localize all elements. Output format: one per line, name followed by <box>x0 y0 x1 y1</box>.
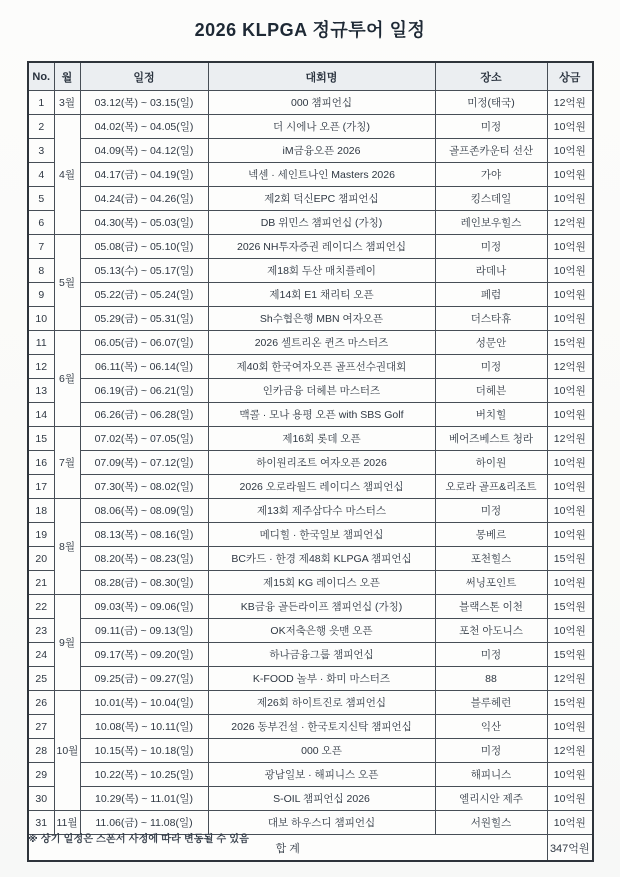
venue: 미정 <box>435 643 547 667</box>
row-number: 2 <box>28 115 54 139</box>
row-number: 21 <box>28 571 54 595</box>
venue: 미정 <box>435 739 547 763</box>
venue: 라데나 <box>435 259 547 283</box>
date-range: 10.29(목) ~ 11.01(일) <box>80 787 208 811</box>
header-no: No. <box>28 62 54 91</box>
row-number: 14 <box>28 403 54 427</box>
row-number: 16 <box>28 451 54 475</box>
month-cell: 10월 <box>54 691 80 811</box>
tournament-name: iM금융오픈 2026 <box>208 139 435 163</box>
venue: 엘리시안 제주 <box>435 787 547 811</box>
venue: 미정(태국) <box>435 91 547 115</box>
table-row <box>28 355 593 379</box>
row-number: 4 <box>28 163 54 187</box>
prize: 15억원 <box>547 547 593 571</box>
tournament-name: 2026 NH투자증권 레이디스 챔피언십 <box>208 235 435 259</box>
table-row <box>28 667 593 691</box>
date-range: 07.09(목) ~ 07.12(일) <box>80 451 208 475</box>
date-range: 04.09(목) ~ 04.12(일) <box>80 139 208 163</box>
tournament-name: 제26회 하이트진로 챔피언십 <box>208 691 435 715</box>
table-row <box>28 115 593 139</box>
venue: 해피니스 <box>435 763 547 787</box>
header-prize: 상금 <box>547 62 593 91</box>
date-range: 10.01(목) ~ 10.04(일) <box>80 691 208 715</box>
date-range: 11.06(금) ~ 11.08(일) <box>80 811 208 835</box>
venue: 더헤븐 <box>435 379 547 403</box>
table-row <box>28 547 593 571</box>
table-row <box>28 379 593 403</box>
prize: 10억원 <box>547 715 593 739</box>
date-range: 06.19(금) ~ 06.21(일) <box>80 379 208 403</box>
row-number: 3 <box>28 139 54 163</box>
row-number: 1 <box>28 91 54 115</box>
row-number: 26 <box>28 691 54 715</box>
row-number: 30 <box>28 787 54 811</box>
prize: 10억원 <box>547 307 593 331</box>
venue: 포천힐스 <box>435 547 547 571</box>
tournament-name: 맥콜 · 모나 용평 오픈 with SBS Golf <box>208 403 435 427</box>
month-cell: 4월 <box>54 115 80 235</box>
table-row <box>28 283 593 307</box>
tournament-name: BC카드 · 한경 제48회 KLPGA 챔피언십 <box>208 547 435 571</box>
table-row <box>28 427 593 451</box>
prize: 10억원 <box>547 187 593 211</box>
month-cell: 9월 <box>54 595 80 691</box>
date-range: 10.22(목) ~ 10.25(일) <box>80 763 208 787</box>
row-number: 11 <box>28 331 54 355</box>
venue: 페럼 <box>435 283 547 307</box>
venue: 더스타휴 <box>435 307 547 331</box>
row-number: 10 <box>28 307 54 331</box>
header-schedule: 일정 <box>80 62 208 91</box>
total-label: 합 계 <box>28 835 547 862</box>
prize: 15억원 <box>547 331 593 355</box>
tournament-name: 광남일보 · 해피니스 오픈 <box>208 763 435 787</box>
tournament-name: 제2회 덕신EPC 챔피언십 <box>208 187 435 211</box>
table-row <box>28 619 593 643</box>
month-cell: 7월 <box>54 427 80 499</box>
tournament-name: 제16회 롯데 오픈 <box>208 427 435 451</box>
venue: 미정 <box>435 355 547 379</box>
tournament-name: 넥센 · 세인트나인 Masters 2026 <box>208 163 435 187</box>
table-row <box>28 187 593 211</box>
venue: 써닝포인트 <box>435 571 547 595</box>
date-range: 07.02(목) ~ 07.05(일) <box>80 427 208 451</box>
date-range: 05.13(수) ~ 05.17(일) <box>80 259 208 283</box>
row-number: 23 <box>28 619 54 643</box>
table-row <box>28 403 593 427</box>
prize: 10억원 <box>547 451 593 475</box>
table-row <box>28 691 593 715</box>
row-number: 20 <box>28 547 54 571</box>
date-range: 07.30(목) ~ 08.02(일) <box>80 475 208 499</box>
date-range: 05.22(금) ~ 05.24(일) <box>80 283 208 307</box>
prize: 12억원 <box>547 427 593 451</box>
prize: 10억원 <box>547 163 593 187</box>
tournament-name: 인카금융 더헤븐 마스터즈 <box>208 379 435 403</box>
tournament-name: 하나금융그룹 챔피언십 <box>208 643 435 667</box>
venue: 익산 <box>435 715 547 739</box>
prize: 10억원 <box>547 763 593 787</box>
date-range: 05.29(금) ~ 05.31(일) <box>80 307 208 331</box>
table-row <box>28 475 593 499</box>
schedule-table-container <box>27 61 592 862</box>
tournament-name: 더 시에나 오픈 (가칭) <box>208 115 435 139</box>
date-range: 04.30(목) ~ 05.03(일) <box>80 211 208 235</box>
total-prize: 347억원 <box>547 835 593 862</box>
tournament-name: S-OIL 챔피언십 2026 <box>208 787 435 811</box>
row-number: 12 <box>28 355 54 379</box>
date-range: 04.17(금) ~ 04.19(일) <box>80 163 208 187</box>
venue: 미정 <box>435 115 547 139</box>
prize: 10억원 <box>547 787 593 811</box>
row-number: 9 <box>28 283 54 307</box>
prize: 12억원 <box>547 91 593 115</box>
tournament-name: Sh수협은행 MBN 여자오픈 <box>208 307 435 331</box>
prize: 10억원 <box>547 259 593 283</box>
date-range: 06.05(금) ~ 06.07(일) <box>80 331 208 355</box>
schedule-table <box>27 61 594 862</box>
table-row <box>28 211 593 235</box>
tournament-name: K-FOOD 놀부 · 화미 마스터즈 <box>208 667 435 691</box>
date-range: 08.13(목) ~ 08.16(일) <box>80 523 208 547</box>
row-number: 25 <box>28 667 54 691</box>
venue: 가야 <box>435 163 547 187</box>
date-range: 10.08(목) ~ 10.11(일) <box>80 715 208 739</box>
prize: 10억원 <box>547 619 593 643</box>
venue: 오로라 골프&리조트 <box>435 475 547 499</box>
prize: 10억원 <box>547 283 593 307</box>
date-range: 09.25(금) ~ 09.27(일) <box>80 667 208 691</box>
month-cell: 8월 <box>54 499 80 595</box>
month-cell: 11월 <box>54 811 80 835</box>
table-row <box>28 91 593 115</box>
venue: 골프존카운티 선산 <box>435 139 547 163</box>
tournament-name: 대보 하우스디 챔피언십 <box>208 811 435 835</box>
tournament-name: 2026 동부건설 · 한국토지신탁 챔피언십 <box>208 715 435 739</box>
date-range: 04.24(금) ~ 04.26(일) <box>80 187 208 211</box>
row-number: 29 <box>28 763 54 787</box>
table-row <box>28 571 593 595</box>
date-range: 09.03(목) ~ 09.06(일) <box>80 595 208 619</box>
tournament-name: 2026 셀트리온 퀸즈 마스터즈 <box>208 331 435 355</box>
tournament-name: 메디힐 · 한국일보 챔피언십 <box>208 523 435 547</box>
date-range: 08.20(목) ~ 08.23(일) <box>80 547 208 571</box>
prize: 10억원 <box>547 499 593 523</box>
table-row <box>28 763 593 787</box>
prize: 10억원 <box>547 403 593 427</box>
header-venue: 장소 <box>435 62 547 91</box>
tournament-name: 제14회 E1 채리티 오픈 <box>208 283 435 307</box>
prize: 10억원 <box>547 379 593 403</box>
row-number: 7 <box>28 235 54 259</box>
venue: 미정 <box>435 499 547 523</box>
table-row <box>28 715 593 739</box>
table-row <box>28 259 593 283</box>
prize: 12억원 <box>547 355 593 379</box>
row-number: 27 <box>28 715 54 739</box>
row-number: 31 <box>28 811 54 835</box>
date-range: 06.11(목) ~ 06.14(일) <box>80 355 208 379</box>
row-number: 6 <box>28 211 54 235</box>
row-number: 15 <box>28 427 54 451</box>
tournament-name: 하이원리조트 여자오픈 2026 <box>208 451 435 475</box>
table-header <box>28 62 593 91</box>
header-tournament: 대회명 <box>208 62 435 91</box>
tournament-name: DB 위민스 챔피언십 (가칭) <box>208 211 435 235</box>
footnote: ※ 상기 일정은 스폰서 사정에 따라 변동될 수 있음 <box>28 834 250 845</box>
header-row <box>28 62 593 91</box>
tournament-name: 000 챔피언십 <box>208 91 435 115</box>
tournament-name: 제18회 두산 매치플레이 <box>208 259 435 283</box>
venue: 몽베르 <box>435 523 547 547</box>
table-row <box>28 595 593 619</box>
row-number: 17 <box>28 475 54 499</box>
date-range: 08.06(목) ~ 08.09(일) <box>80 499 208 523</box>
venue: 레인보우힐스 <box>435 211 547 235</box>
venue: 버치힐 <box>435 403 547 427</box>
row-number: 28 <box>28 739 54 763</box>
date-range: 03.12(목) ~ 03.15(일) <box>80 91 208 115</box>
table-row <box>28 307 593 331</box>
prize: 10억원 <box>547 571 593 595</box>
venue: 하이원 <box>435 451 547 475</box>
table-row <box>28 451 593 475</box>
prize: 10억원 <box>547 475 593 499</box>
venue: 미정 <box>435 235 547 259</box>
table-row <box>28 787 593 811</box>
venue: 성문안 <box>435 331 547 355</box>
table-row <box>28 163 593 187</box>
date-range: 08.28(금) ~ 08.30(일) <box>80 571 208 595</box>
schedule-table-body <box>28 91 593 835</box>
prize: 10억원 <box>547 139 593 163</box>
venue: 블루헤런 <box>435 691 547 715</box>
header-month: 월 <box>54 62 80 91</box>
tournament-name: 제13회 제주삼다수 마스터스 <box>208 499 435 523</box>
date-range: 09.17(목) ~ 09.20(일) <box>80 643 208 667</box>
tournament-name: 제15회 KG 레이디스 오픈 <box>208 571 435 595</box>
prize: 15억원 <box>547 643 593 667</box>
venue: 블랙스톤 이천 <box>435 595 547 619</box>
date-range: 10.15(목) ~ 10.18(일) <box>80 739 208 763</box>
venue: 포천 아도니스 <box>435 619 547 643</box>
venue: 킹스데일 <box>435 187 547 211</box>
table-row <box>28 235 593 259</box>
row-number: 8 <box>28 259 54 283</box>
prize: 12억원 <box>547 211 593 235</box>
row-number: 5 <box>28 187 54 211</box>
tournament-name: 000 오픈 <box>208 739 435 763</box>
month-cell: 5월 <box>54 235 80 331</box>
tournament-name: 제40회 한국여자오픈 골프선수권대회 <box>208 355 435 379</box>
tournament-name: OK저축은행 읏맨 오픈 <box>208 619 435 643</box>
prize: 10억원 <box>547 115 593 139</box>
table-row <box>28 739 593 763</box>
prize: 15억원 <box>547 691 593 715</box>
prize: 12억원 <box>547 667 593 691</box>
row-number: 18 <box>28 499 54 523</box>
row-number: 19 <box>28 523 54 547</box>
prize: 15억원 <box>547 595 593 619</box>
table-row <box>28 331 593 355</box>
row-number: 24 <box>28 643 54 667</box>
prize: 10억원 <box>547 523 593 547</box>
venue: 88 <box>435 667 547 691</box>
prize: 12억원 <box>547 739 593 763</box>
table-row <box>28 643 593 667</box>
tournament-name: 2026 오로라월드 레이디스 챔피언십 <box>208 475 435 499</box>
row-number: 22 <box>28 595 54 619</box>
tournament-name: KB금융 골든라이프 챔피언십 (가칭) <box>208 595 435 619</box>
table-row <box>28 139 593 163</box>
date-range: 09.11(금) ~ 09.13(일) <box>80 619 208 643</box>
month-cell: 3월 <box>54 91 80 115</box>
table-row <box>28 499 593 523</box>
date-range: 06.26(금) ~ 06.28(일) <box>80 403 208 427</box>
row-number: 13 <box>28 379 54 403</box>
venue: 베어즈베스트 청라 <box>435 427 547 451</box>
table-row <box>28 523 593 547</box>
page-title: 2026 KLPGA 정규투어 일정 <box>194 20 426 40</box>
prize: 10억원 <box>547 235 593 259</box>
date-range: 04.02(목) ~ 04.05(일) <box>80 115 208 139</box>
venue: 서원힐스 <box>435 811 547 835</box>
date-range: 05.08(금) ~ 05.10(일) <box>80 235 208 259</box>
month-cell: 6월 <box>54 331 80 427</box>
prize: 10억원 <box>547 811 593 835</box>
